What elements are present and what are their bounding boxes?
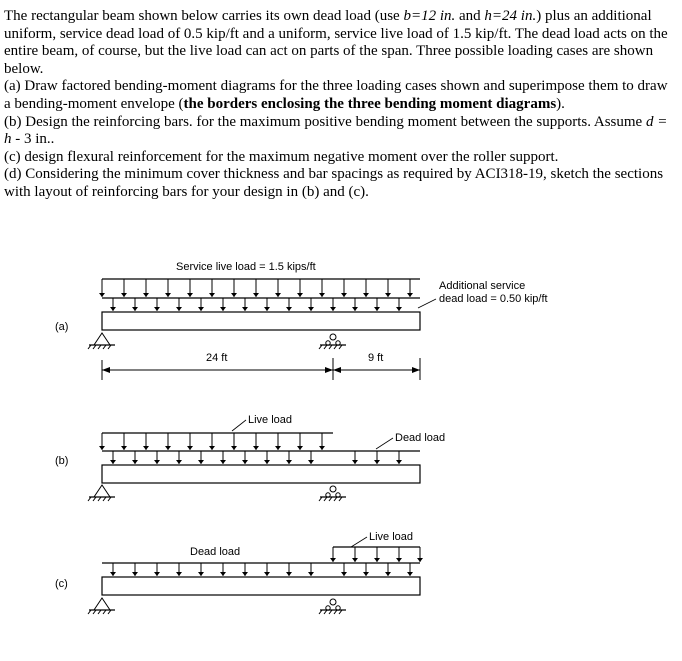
case-b-label: (b)	[55, 455, 69, 467]
case-b	[55, 414, 445, 501]
d-equation: d = h	[4, 113, 668, 148]
span-1-label: 24 ft	[206, 352, 228, 364]
pin-support-b	[88, 485, 115, 501]
case-c-live-arrows	[330, 547, 423, 562]
span-2-label: 9 ft	[368, 352, 384, 364]
part-b: (b) Design the reinforcing bars. for the maximum positive bending moment between the supports. Assume d = h - 3 in..	[4, 113, 668, 148]
case-c-dead-arrows	[110, 563, 413, 576]
roller-support-a	[319, 334, 346, 349]
dead-load-arrows	[110, 298, 402, 311]
problem-intro: The rectangular beam shown below carries its own dead load (use b=12 in. and h=24 in.) plus an additional uniform, service dead load of 0.5 kip/ft and a uniform, service live load of 1.5 kip/ft. The dead load acts on the entire beam, of course, but the live load can act on parts of the span. Three possible loading cases are shown below.	[4, 8, 668, 77]
roller-support-b	[319, 486, 346, 501]
case-c-dead-label: Dead load	[190, 546, 241, 558]
case-b-dead-label: Dead load	[395, 432, 446, 444]
part-a: (a) Draw factored bending-moment diagrams for the three loading cases shown and superimpose them to draw a bending-moment envelope (the borders enclosing the three bending moment diagrams).	[4, 78, 668, 112]
part-d: (d) Considering the minimum cover thickness and bar spacings as required by ACI318-19, sketch the sections with layout of reinforcing bars for your design in (b) and (c).	[4, 166, 664, 200]
b-value: b=12 in.	[403, 8, 456, 24]
dead-load-label-line2: dead load = 0.50 kip/ft	[439, 293, 548, 305]
loading-cases-figure	[0, 250, 682, 661]
problem-statement	[4, 8, 676, 202]
beam-a	[102, 312, 420, 330]
pin-support-a	[88, 333, 115, 349]
part-a-emphasis: the borders enclosing the three bending moment diagrams	[183, 95, 557, 112]
case-a	[55, 261, 548, 380]
case-c	[55, 531, 423, 614]
h-value: h=24 in.	[484, 8, 537, 24]
case-c-live-label: Live load	[369, 531, 414, 543]
pin-support-c	[88, 598, 115, 614]
case-b-live-label: Live load	[248, 414, 293, 426]
beam-c	[102, 577, 420, 595]
case-b-live-arrows	[99, 433, 325, 450]
case-a-label: (a)	[55, 321, 69, 333]
service-live-load-label: Service live load = 1.5 kips/ft	[176, 261, 316, 273]
dead-load-label-line1: Additional service	[439, 280, 526, 292]
roller-support-c	[319, 599, 346, 614]
part-c: (c) design flexural reinforcement for the maximum negative moment over the roller support.	[4, 148, 559, 165]
case-b-dead-arrows	[110, 451, 402, 464]
live-load-arrows	[99, 279, 413, 297]
beam-b	[102, 465, 420, 483]
case-c-label: (c)	[55, 578, 68, 590]
dead-load-leader	[418, 299, 436, 308]
